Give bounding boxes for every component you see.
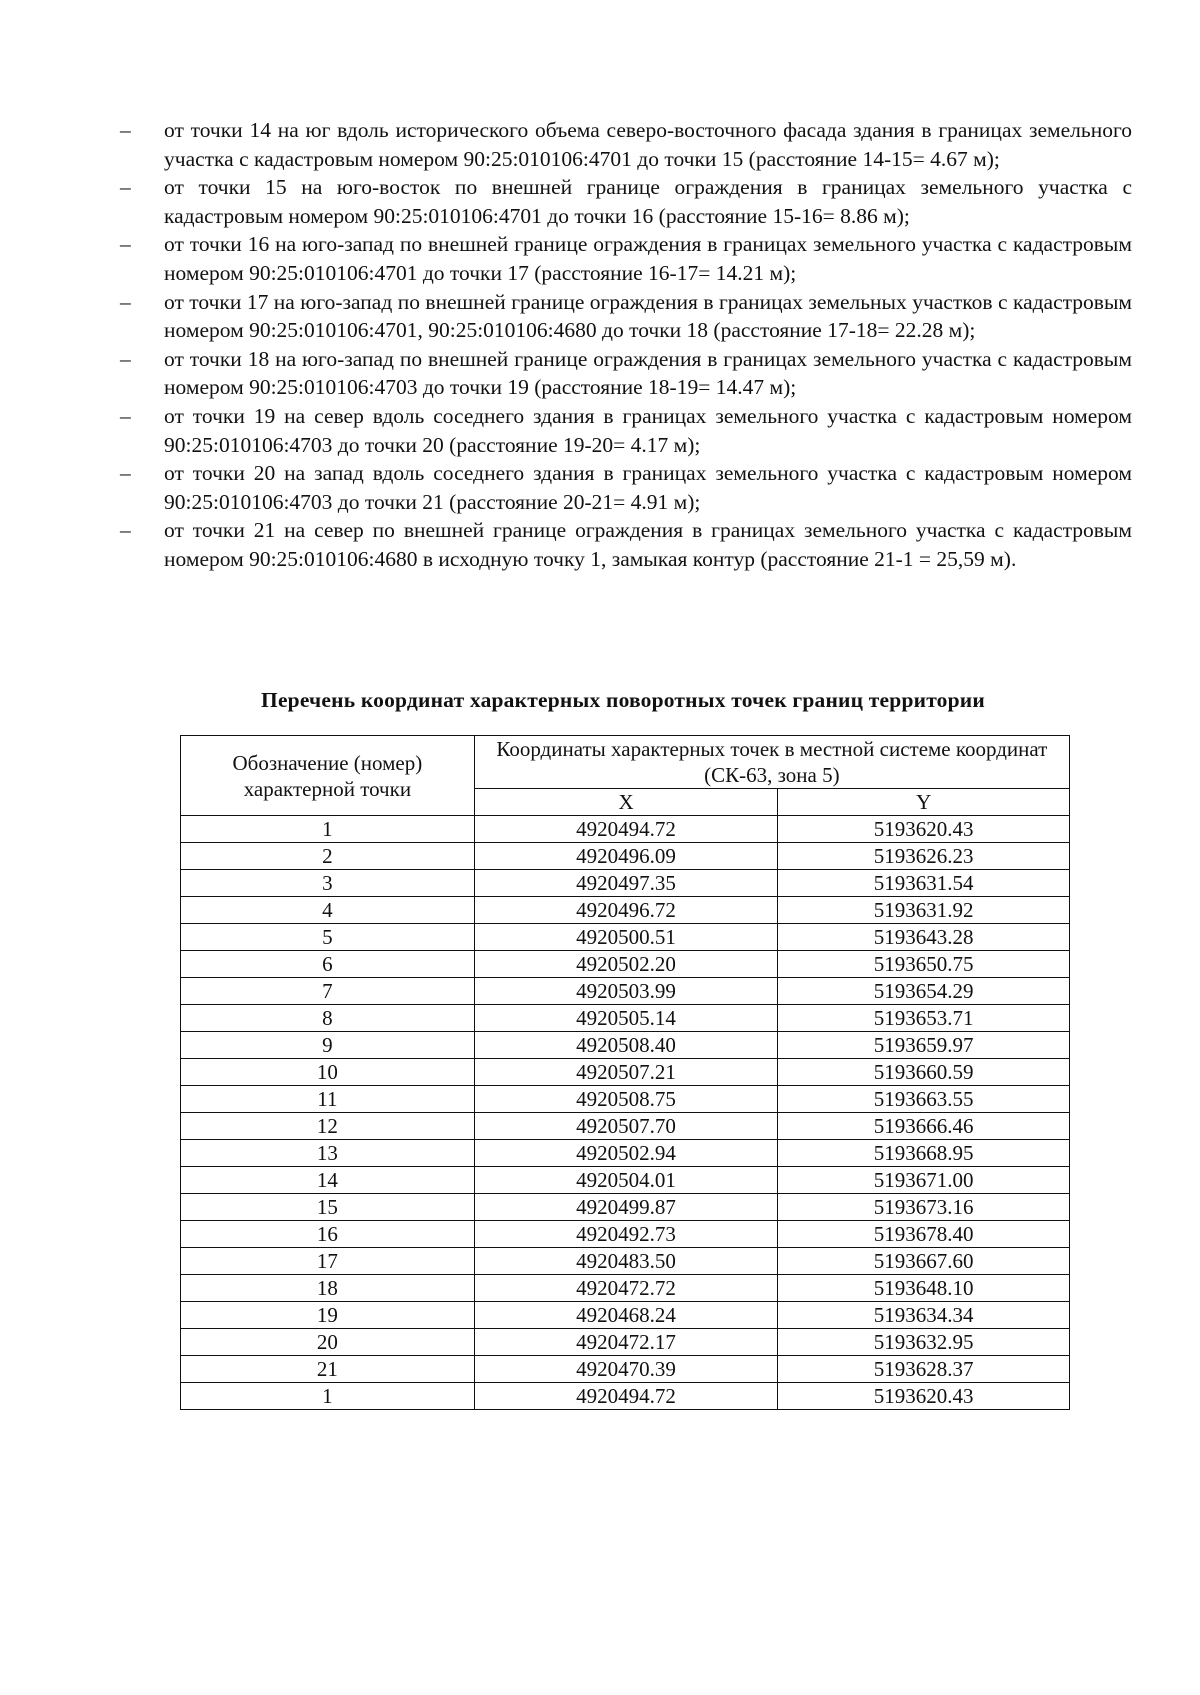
cell-y: 5193668.95 bbox=[778, 1140, 1070, 1167]
table-row bbox=[181, 1383, 1070, 1410]
paragraph-text: от точки 20 на запад вдоль соседнего здания в границах земельного участка с кадастровым номером 90:25:010106:4703 до точки 21 (расстояние 20-21= 4.91 м); bbox=[164, 461, 1132, 514]
cell-y: 5193671.00 bbox=[778, 1167, 1070, 1194]
cell-point: 18 bbox=[181, 1275, 475, 1302]
table-header-row bbox=[181, 736, 1070, 789]
table-row bbox=[181, 1059, 1070, 1086]
cell-y: 5193666.46 bbox=[778, 1113, 1070, 1140]
coordinates-table bbox=[180, 735, 1070, 1410]
header-coordinates: Координаты характерных точек в местной системе координат (СК-63, зона 5) bbox=[474, 736, 1069, 789]
cell-y: 5193620.43 bbox=[778, 1383, 1070, 1410]
table-row bbox=[181, 1329, 1070, 1356]
boundary-description-list bbox=[120, 116, 1132, 574]
paragraph-text: от точки 16 на юго-запад по внешней границе ограждения в границах земельного участка с кадастровым номером 90:25:010106:4701 до точки 17 (расстояние 16-17= 14.21 м); bbox=[164, 232, 1132, 285]
paragraph-text: от точки 14 на юг вдоль исторического объема северо-восточного фасада здания в границах земельного участка с кадастровым номером 90:25:010106:4701 до точки 15 (расстояние 14-15= 4.67 м); bbox=[164, 118, 1132, 171]
cell-point: 7 bbox=[181, 978, 475, 1005]
cell-x: 4920492.73 bbox=[474, 1221, 778, 1248]
table-row bbox=[181, 1302, 1070, 1329]
cell-x: 4920468.24 bbox=[474, 1302, 778, 1329]
cell-x: 4920502.94 bbox=[474, 1140, 778, 1167]
header-y: Y bbox=[778, 789, 1070, 816]
cell-y: 5193620.43 bbox=[778, 816, 1070, 843]
cell-y: 5193628.37 bbox=[778, 1356, 1070, 1383]
cell-x: 4920497.35 bbox=[474, 870, 778, 897]
table-row bbox=[181, 1194, 1070, 1221]
dash-bullet: – bbox=[120, 175, 131, 200]
cell-x: 4920507.21 bbox=[474, 1059, 778, 1086]
cell-point: 14 bbox=[181, 1167, 475, 1194]
cell-x: 4920496.09 bbox=[474, 843, 778, 870]
dash-bullet: – bbox=[120, 289, 131, 314]
cell-x: 4920503.99 bbox=[474, 978, 778, 1005]
cell-point: 19 bbox=[181, 1302, 475, 1329]
cell-point: 10 bbox=[181, 1059, 475, 1086]
cell-point: 1 bbox=[181, 1383, 475, 1410]
header-point: Обозначение (номер) характерной точки bbox=[181, 736, 475, 816]
paragraph-text: от точки 17 на юго-запад по внешней границе ограждения в границах земельных участков с кадастровым номером 90:25:010106:4701, 90:25:010106:4680 до точки 18 (расстояние 17-18= 22.28 м); bbox=[164, 289, 1132, 343]
cell-point: 8 bbox=[181, 1005, 475, 1032]
list-item bbox=[120, 173, 1132, 230]
list-item bbox=[120, 288, 1132, 345]
cell-x: 4920470.39 bbox=[474, 1356, 778, 1383]
table-body bbox=[181, 816, 1070, 1410]
cell-point: 12 bbox=[181, 1113, 475, 1140]
cell-x: 4920472.17 bbox=[474, 1329, 778, 1356]
table-row bbox=[181, 816, 1070, 843]
cell-point: 16 bbox=[181, 1221, 475, 1248]
cell-y: 5193659.97 bbox=[778, 1032, 1070, 1059]
cell-y: 5193631.54 bbox=[778, 870, 1070, 897]
cell-y: 5193631.92 bbox=[778, 897, 1070, 924]
cell-y: 5193643.28 bbox=[778, 924, 1070, 951]
cell-x: 4920472.72 bbox=[474, 1275, 778, 1302]
list-item bbox=[120, 345, 1132, 402]
cell-y: 5193678.40 bbox=[778, 1221, 1070, 1248]
cell-point: 3 bbox=[181, 870, 475, 897]
cell-y: 5193626.23 bbox=[778, 843, 1070, 870]
dash-bullet: – bbox=[120, 232, 131, 257]
cell-y: 5193632.95 bbox=[778, 1329, 1070, 1356]
cell-point: 5 bbox=[181, 924, 475, 951]
cell-y: 5193648.10 bbox=[778, 1275, 1070, 1302]
list-item bbox=[120, 402, 1132, 459]
table-row bbox=[181, 1167, 1070, 1194]
paragraph-text: от точки 18 на юго-запад по внешней границе ограждения в границах земельного участка с кадастровым номером 90:25:010106:4703 до точки 19 (расстояние 18-19= 14.47 м); bbox=[164, 346, 1132, 400]
table-row bbox=[181, 924, 1070, 951]
table-row bbox=[181, 1005, 1070, 1032]
cell-x: 4920505.14 bbox=[474, 1005, 778, 1032]
cell-y: 5193673.16 bbox=[778, 1194, 1070, 1221]
cell-point: 15 bbox=[181, 1194, 475, 1221]
dash-bullet: – bbox=[120, 346, 131, 371]
table-row bbox=[181, 1275, 1070, 1302]
paragraph-text: от точки 21 на север по внешней границе ограждения в границах земельного участка с кадастровым номером 90:25:010106:4680 в исходную точку 1, замыкая контур (расстояние 21-1 = 25,59 м). bbox=[164, 518, 1132, 571]
list-item bbox=[120, 230, 1132, 287]
table-title: Перечень координат характерных поворотных точек границ территории bbox=[261, 688, 985, 712]
table-row bbox=[181, 1113, 1070, 1140]
list-item bbox=[120, 116, 1132, 173]
table-row bbox=[181, 897, 1070, 924]
table-row bbox=[181, 951, 1070, 978]
table-row bbox=[181, 870, 1070, 897]
list-item bbox=[120, 516, 1132, 573]
cell-point: 6 bbox=[181, 951, 475, 978]
table-row bbox=[181, 1248, 1070, 1275]
cell-point: 11 bbox=[181, 1086, 475, 1113]
dash-bullet: – bbox=[120, 118, 131, 142]
dash-bullet: – bbox=[120, 461, 131, 486]
cell-point: 4 bbox=[181, 897, 475, 924]
dash-bullet: – bbox=[120, 403, 131, 428]
cell-point: 20 bbox=[181, 1329, 475, 1356]
cell-point: 21 bbox=[181, 1356, 475, 1383]
paragraph-text: от точки 15 на юго-восток по внешней границе ограждения в границах земельного участка с кадастровым номером 90:25:010106:4701 до точки 16 (расстояние 15-16= 8.86 м); bbox=[164, 175, 1132, 228]
cell-x: 4920483.50 bbox=[474, 1248, 778, 1275]
table-row bbox=[181, 1221, 1070, 1248]
table-row bbox=[181, 1032, 1070, 1059]
cell-x: 4920494.72 bbox=[474, 816, 778, 843]
cell-y: 5193653.71 bbox=[778, 1005, 1070, 1032]
cell-y: 5193654.29 bbox=[778, 978, 1070, 1005]
cell-y: 5193634.34 bbox=[778, 1302, 1070, 1329]
cell-y: 5193650.75 bbox=[778, 951, 1070, 978]
cell-point: 1 bbox=[181, 816, 475, 843]
cell-x: 4920500.51 bbox=[474, 924, 778, 951]
table-row bbox=[181, 1140, 1070, 1167]
cell-x: 4920508.75 bbox=[474, 1086, 778, 1113]
cell-x: 4920499.87 bbox=[474, 1194, 778, 1221]
table-row bbox=[181, 1086, 1070, 1113]
cell-point: 9 bbox=[181, 1032, 475, 1059]
header-x: X bbox=[474, 789, 778, 816]
table-row bbox=[181, 978, 1070, 1005]
cell-x: 4920504.01 bbox=[474, 1167, 778, 1194]
cell-point: 2 bbox=[181, 843, 475, 870]
dash-bullet: – bbox=[120, 518, 131, 543]
cell-x: 4920507.70 bbox=[474, 1113, 778, 1140]
cell-x: 4920496.72 bbox=[474, 897, 778, 924]
cell-x: 4920508.40 bbox=[474, 1032, 778, 1059]
cell-x: 4920502.20 bbox=[474, 951, 778, 978]
cell-point: 13 bbox=[181, 1140, 475, 1167]
table-row bbox=[181, 843, 1070, 870]
cell-point: 17 bbox=[181, 1248, 475, 1275]
cell-y: 5193663.55 bbox=[778, 1086, 1070, 1113]
list-item bbox=[120, 459, 1132, 516]
cell-x: 4920494.72 bbox=[474, 1383, 778, 1410]
cell-y: 5193660.59 bbox=[778, 1059, 1070, 1086]
cell-y: 5193667.60 bbox=[778, 1248, 1070, 1275]
paragraph-text: от точки 19 на север вдоль соседнего здания в границах земельного участка с кадастровым номером 90:25:010106:4703 до точки 20 (расстояние 19-20= 4.17 м); bbox=[164, 403, 1132, 457]
table-row bbox=[181, 1356, 1070, 1383]
